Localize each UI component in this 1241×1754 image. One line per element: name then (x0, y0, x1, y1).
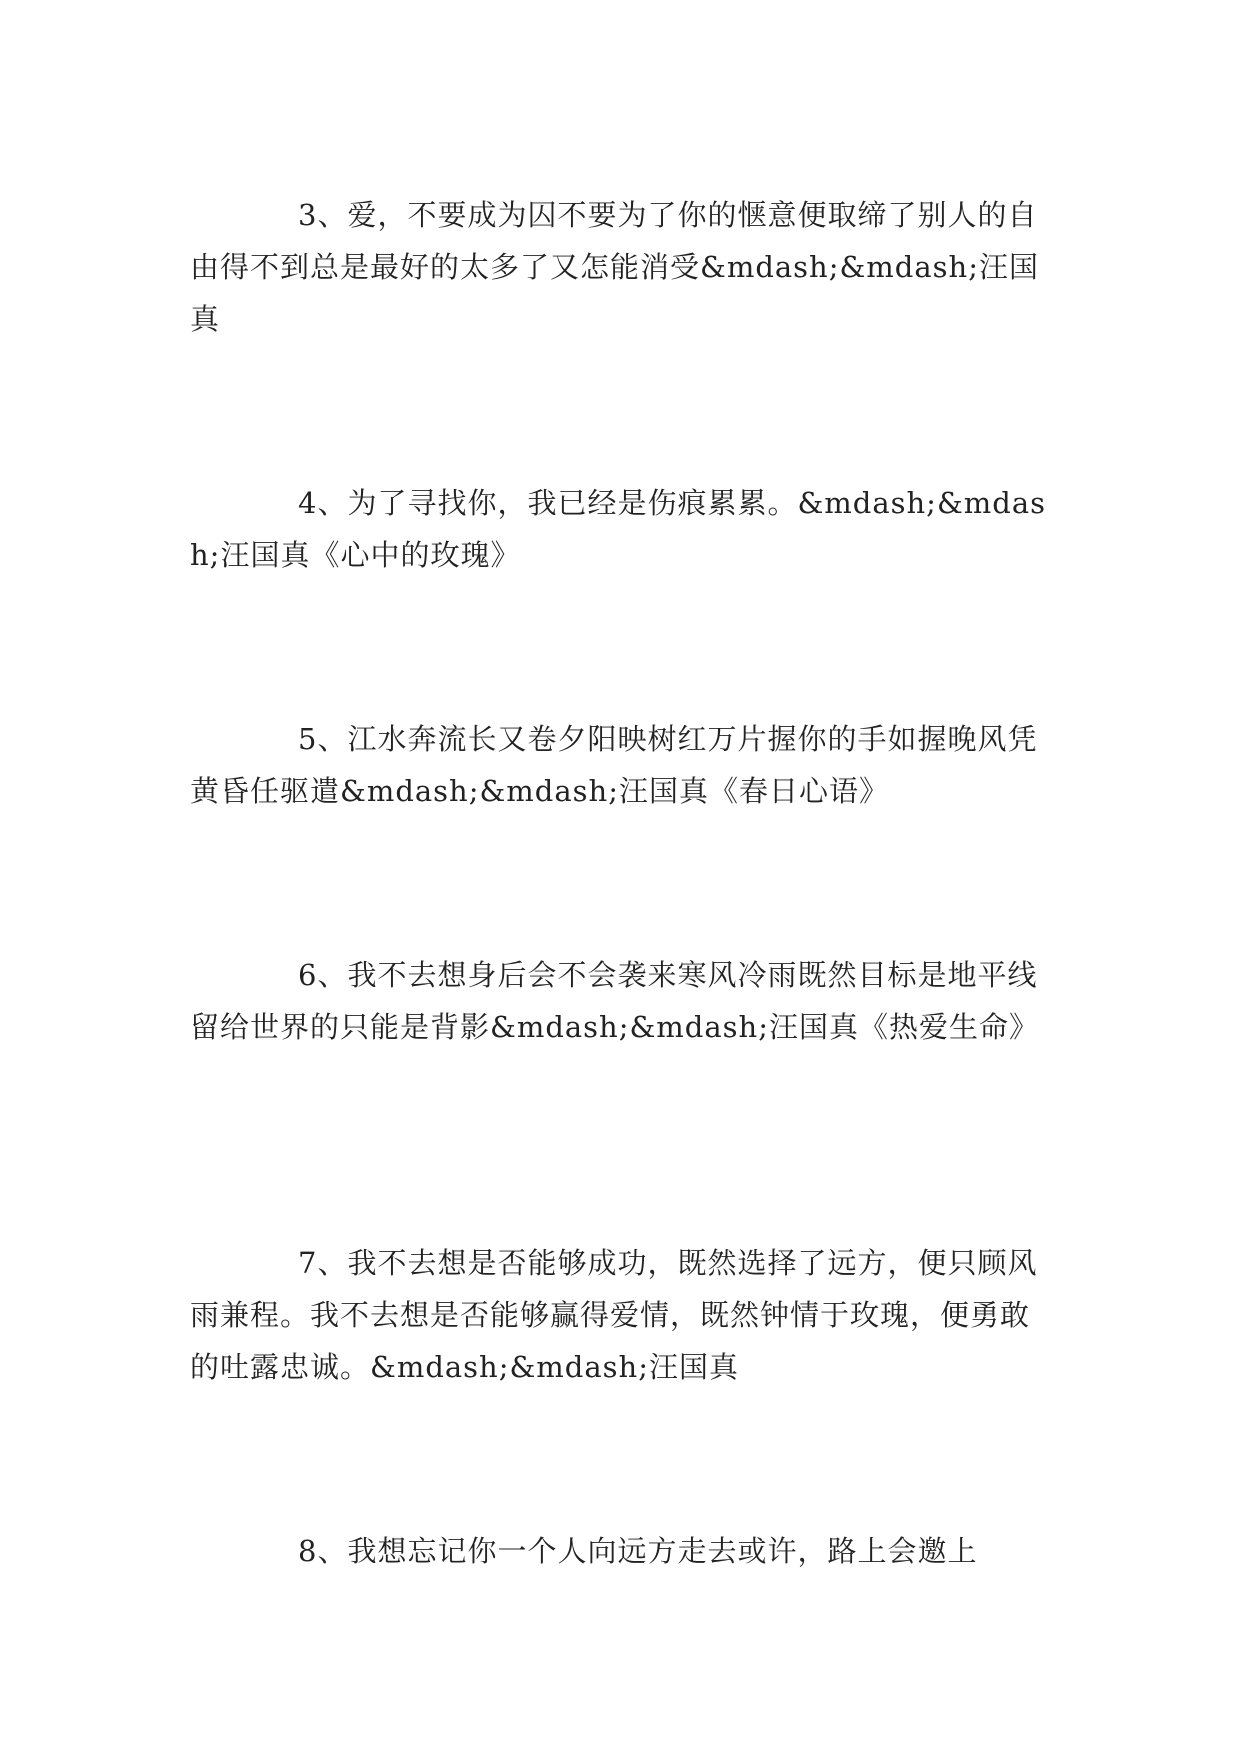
quote-paragraph-4: 4、为了寻找你，我已经是伤痕累累。&mdash;&mdash;汪国真《心中的玫瑰》 (190, 486, 1046, 572)
quote-paragraph-5: 5、江水奔流长又卷夕阳映树红万片握你的手如握晚风凭黄昏任驱遣&mdash;&mdash;汪国真《春日心语》 (190, 722, 1038, 808)
quote-paragraph-3: 3、爱，不要成为囚不要为了你的惬意便取缔了别人的自由得不到总是最好的太多了又怎能消受&mdash;&mdash;汪国真 (190, 198, 1039, 336)
quote-paragraph-6: 6、我不去想身后会不会袭来寒风冷雨既然目标是地平线留给世界的只能是背影&mdash;&mdash;汪国真《热爱生命》 (190, 958, 1039, 1044)
quote-paragraph-7: 7、我不去想是否能够成功，既然选择了远方，便只顾风雨兼程。我不去想是否能够赢得爱情，既然钟情于玫瑰，便勇敢的吐露忠诚。&mdash;&mdash;汪国真 (190, 1246, 1038, 1384)
quote-paragraph-8: 8、我想忘记你一个人向远方走去或许，路上会邀上 (298, 1534, 978, 1568)
